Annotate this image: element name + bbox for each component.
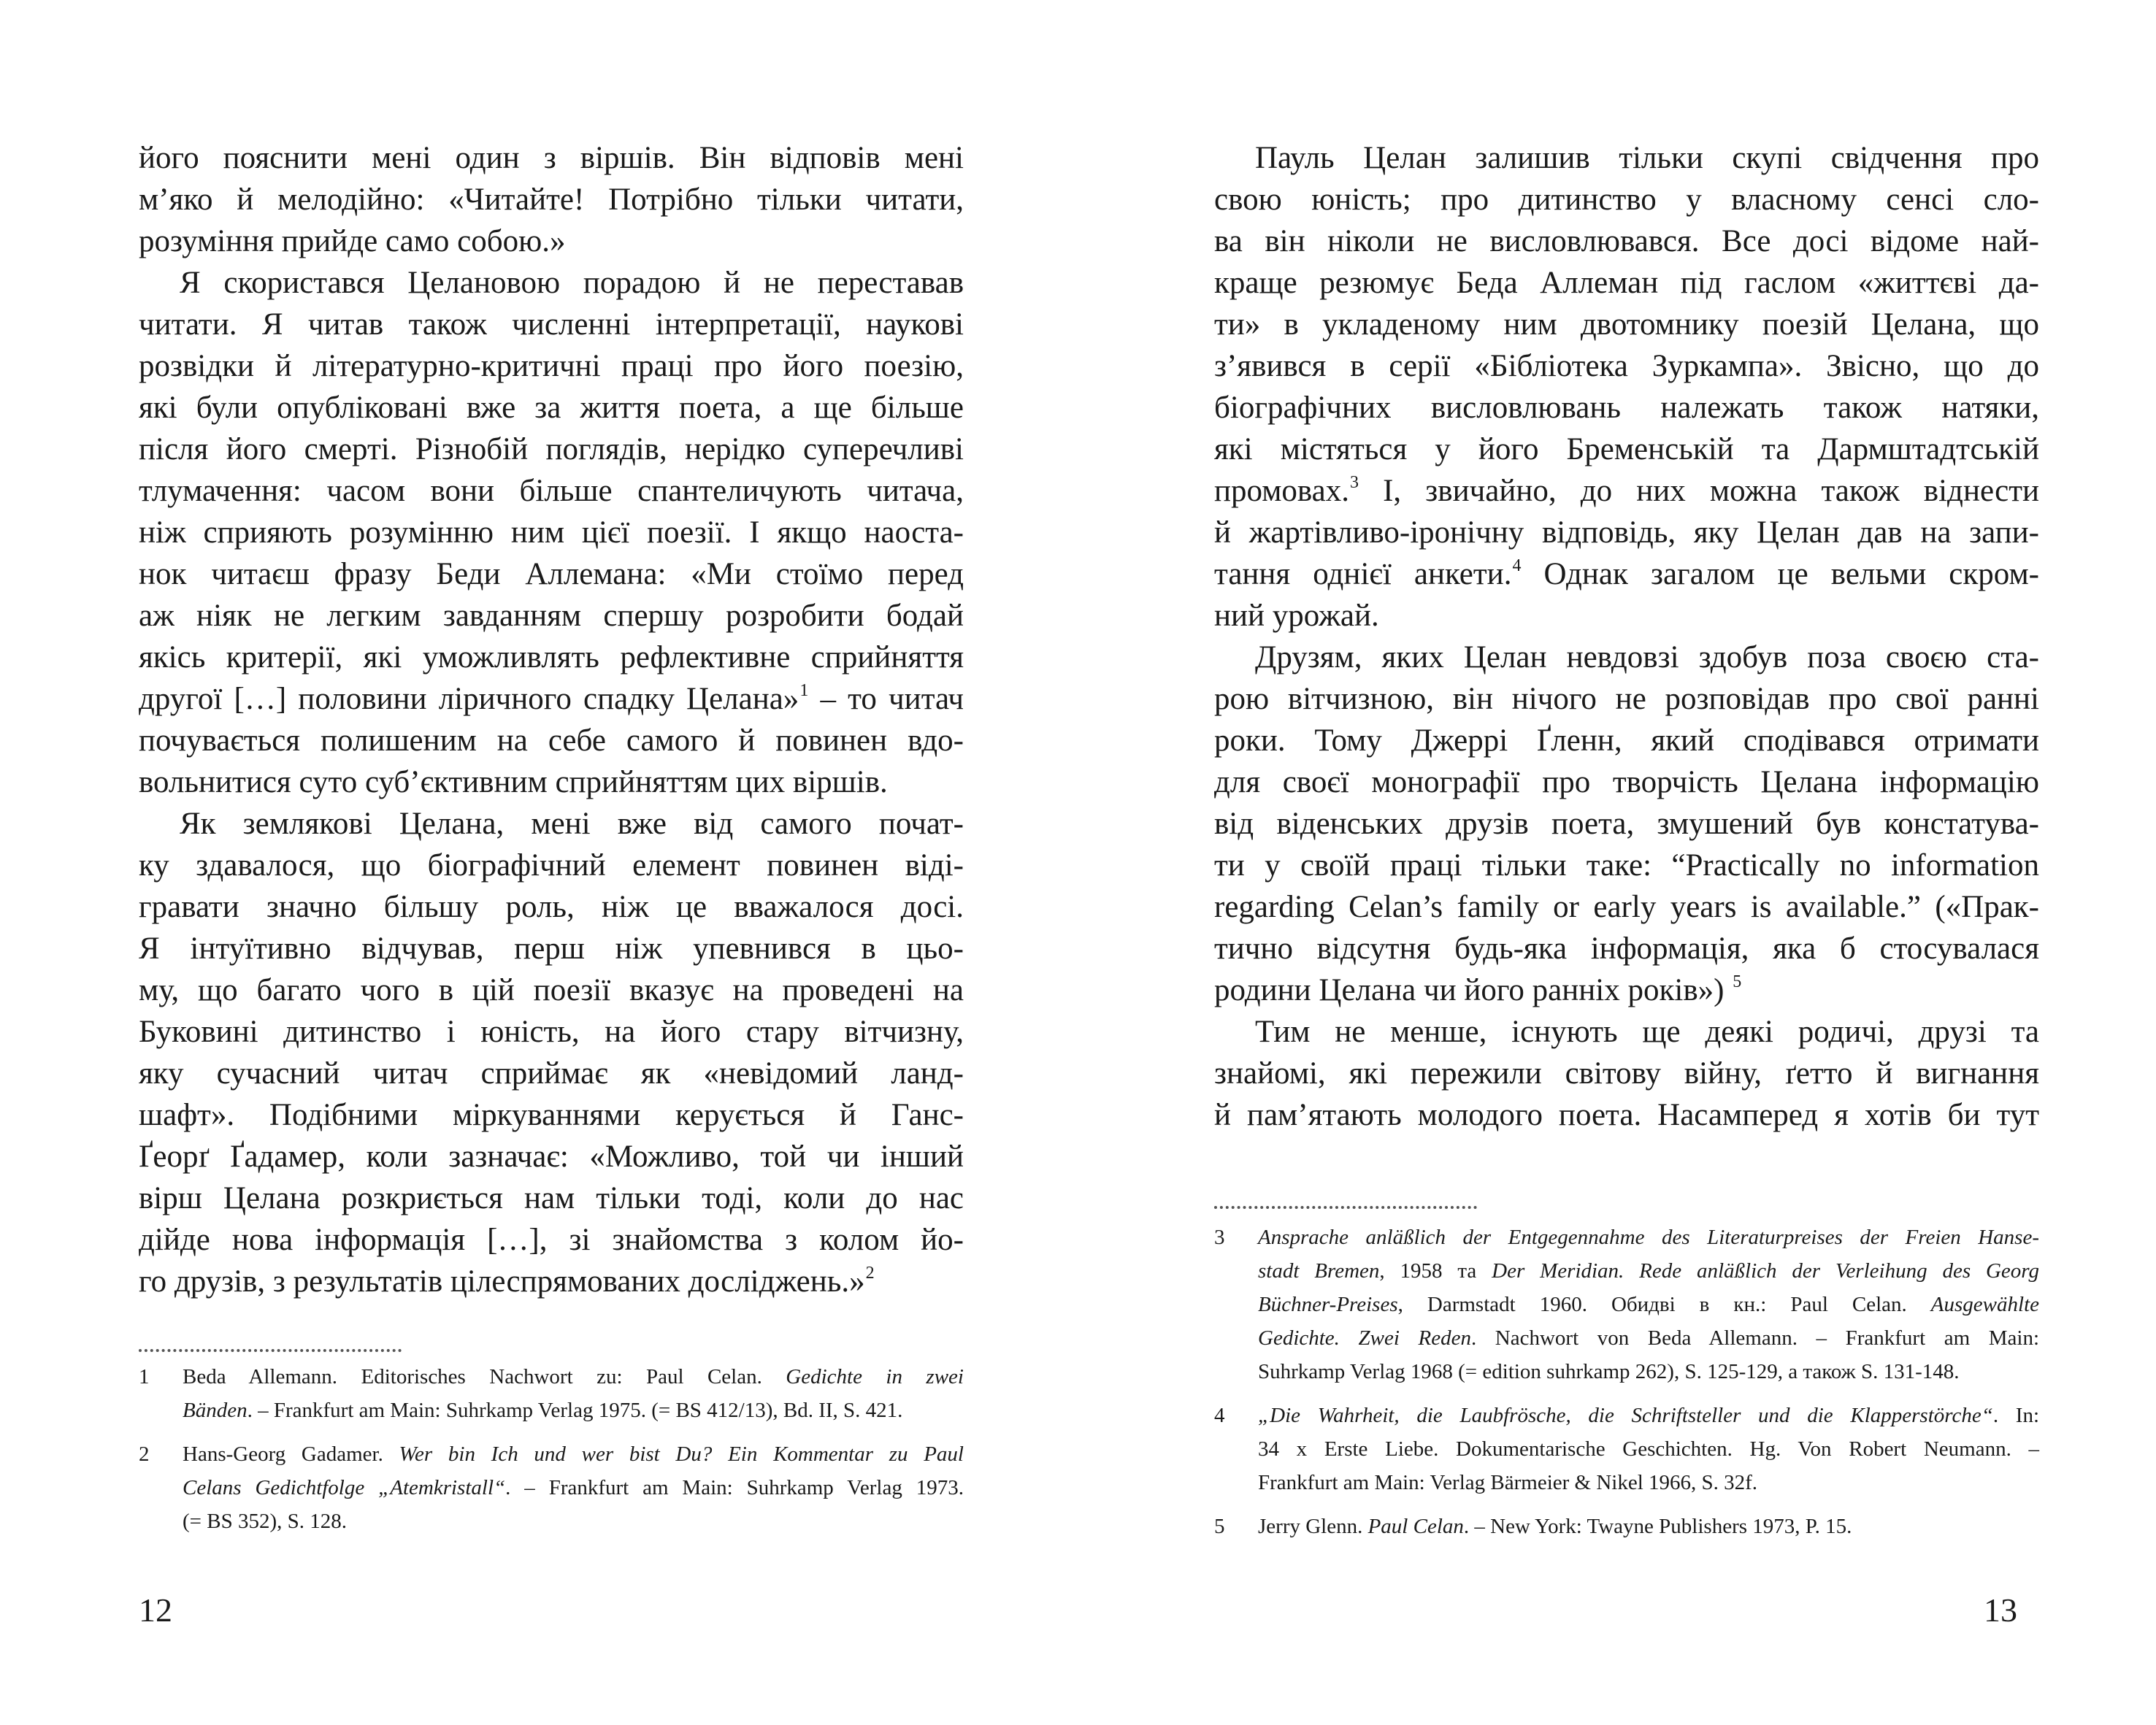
text-line: Я скористався Целановою порадою й не переставав <box>180 266 964 300</box>
footnote-ref: 1 <box>799 681 809 700</box>
text-line: нок читаєш фразу Беди Аллемана: «Ми стоїмо перед <box>139 557 964 591</box>
footnote <box>139 1437 964 1538</box>
footnote-line <box>1258 1288 2039 1321</box>
footnote-text: . – New York: Twayne Publishers 1973, P. 15. <box>1463 1515 1852 1538</box>
footnote-text: Jerry Glenn. <box>1258 1515 1368 1538</box>
text-line: розуміння прийде само собою.» <box>139 224 566 258</box>
footnote-line: (= BS 352), S. 128. <box>183 1510 348 1533</box>
footnotes <box>139 1360 964 1548</box>
text-line: Друзям, яких Целан невдовзі здобув поза своєю ста- <box>1255 640 2039 675</box>
footnote-title: „Die Wahrheit, die Laubfrösche, die Schriftsteller und die Klapperstörche“ <box>1258 1404 1993 1427</box>
footnote-line <box>1258 1510 2039 1543</box>
footnote-text: . – Frankfurt am Main: Suhrkamp Verlag 1975. (= BS 412/13), Bd. II, S. 421. <box>247 1399 903 1422</box>
text-line: ніж сприяють розумінню ним цієї поезії. І якщо наоста- <box>139 515 964 550</box>
text-line: біографічних висловлювань належать також натяки, <box>1214 391 2039 425</box>
text-line <box>139 1261 964 1302</box>
footnote-line: 34 x Erste Liebe. Dokumentarische Geschichten. Hg. Von Robert Neumann. – <box>1258 1437 2039 1461</box>
text-segment: другої […] половини ліричного спадку Целана» <box>139 682 799 716</box>
footnote-line <box>183 1394 964 1427</box>
text-segment: – то читач <box>808 682 964 716</box>
footnote-title: Ausgewählte <box>1930 1293 2039 1316</box>
text-line: від віденських друзів поета, змушений був констатува- <box>1214 807 2039 841</box>
text-segment: родини Целана чи його ранніх років») <box>1214 973 1725 1007</box>
text-segment: Однак загалом це вельми скром- <box>1521 557 2039 591</box>
text-line: рою вітчизною, він нічого не розповідав про свої ранні <box>1214 682 2039 716</box>
text-line: читати. Я читав також численні інтерпретації, наукові <box>139 307 964 342</box>
text-segment: І, звичайно, до них можна також віднести <box>1358 474 2039 508</box>
footnote-text: Hans-Georg Gadamer. <box>183 1442 399 1466</box>
footnote-title: Wer bin Ich und wer bist Du? Ein Kommentar zu Paul <box>399 1442 964 1466</box>
footnote-text: , 1958 та <box>1379 1259 1492 1283</box>
text-line: Буковині дитинство і юність, на його стару вітчизну, <box>139 1015 964 1049</box>
footnote-number: 1 <box>139 1365 150 1388</box>
text-line: ти» в укладеному ним двотомнику поезій Целана, що <box>1214 307 2039 342</box>
text-line: ва він ніколи не висловлювався. Все досі відоме най- <box>1214 224 2039 258</box>
text-line: вольнитися суто суб’єктивним сприйняттям цих віршів. <box>139 765 888 799</box>
footnote <box>1214 1510 2039 1543</box>
footnote-title: Gedichte in zwei <box>786 1365 964 1388</box>
footnote-title: stadt Bremen <box>1258 1259 1380 1283</box>
text-line: тично відсутня будь-яка інформація, яка б стосувалася <box>1214 931 2039 966</box>
text-line: ний урожай. <box>1214 599 1379 633</box>
text-line: вірш Целана розкриється нам тільки тоді, коли до нас <box>139 1181 964 1215</box>
text-segment: тання однієї анкети. <box>1214 557 1512 591</box>
text-segment: промовах. <box>1214 474 1349 508</box>
footnote-ref: 2 <box>865 1264 875 1283</box>
text-line <box>1214 553 2039 595</box>
text-line: Я інтуїтивно відчував, перш ніж упевнився в цьо- <box>139 931 964 966</box>
right-page <box>1078 0 2156 1725</box>
footnote-title: Bänden <box>183 1399 248 1422</box>
text-line: з’явився в серії «Бібліотека Зуркампа». Звісно, що до <box>1214 349 2039 383</box>
footnote-line <box>1258 1399 2039 1432</box>
text-line: почувається полишеним на себе самого й повинен вдо- <box>139 723 964 758</box>
footnote <box>1214 1399 2039 1499</box>
footnote-line <box>1258 1254 2039 1288</box>
text-line: аж ніяк не легким завданням спершу розробити бодай <box>139 599 964 633</box>
text-line: му, що багато чого в цій поезії вказує на проведені на <box>139 973 964 1007</box>
text-line: ку здавалося, що біографічний елемент повинен віді- <box>139 848 964 883</box>
text-line: розвідки й літературно-критичні праці про його поезію, <box>139 349 964 383</box>
footnote-separator <box>1214 1206 1477 1209</box>
footnote-title: Büchner-Preises <box>1258 1293 1398 1316</box>
text-line: після його смерті. Різнобій поглядів, нерідко суперечливі <box>139 432 964 466</box>
text-line: які були опубліковані вже за життя поета, а ще більше <box>139 391 964 425</box>
footnote-text: . Nachwort von Beda Allemann. – Frankfurt am Main: <box>1470 1326 2040 1350</box>
text-line: його пояснити мені один з віршів. Він відповів мені <box>139 141 964 175</box>
text-line: краще резюмує Беда Аллеман під гаслом «життєві да- <box>1214 266 2039 300</box>
footnote <box>1214 1221 2039 1388</box>
text-line: якісь критерії, які уможливлять рефлективне сприйняття <box>139 640 964 675</box>
text-line: яку сучасний читач сприймає як «невідомий ланд- <box>139 1056 964 1091</box>
text-line: які містяться у його Бременській та Дармштадтській <box>1214 432 2039 466</box>
footnote-title: Der Meridian. Rede anläßlich der Verleihung des Georg <box>1492 1259 2040 1283</box>
footnote-line <box>183 1437 964 1471</box>
footnote-line: Frankfurt am Main: Verlag Bärmeier & Nikel 1966, S. 32f. <box>1258 1471 1758 1494</box>
footnote-line <box>183 1471 964 1505</box>
footnote-line <box>1258 1221 2039 1254</box>
text-line: Ґеорґ Ґадамер, коли зазначає: «Можливо, той чи інший <box>139 1140 964 1174</box>
footnote-title: Gedichte. Zwei Reden <box>1258 1326 1471 1350</box>
text-line: роки. Тому Джеррі Ґленн, який сподівався отримати <box>1214 723 2039 758</box>
text-line: Як землякові Целана, мені вже від самого почат- <box>180 807 964 841</box>
text-line: Тим не менше, існують ще деякі родичі, друзі та <box>1255 1015 2039 1049</box>
footnote-text: , Darmstadt 1960. Обидві в кн.: Paul Celan. <box>1397 1293 1931 1316</box>
text-line: шафт». Подібними міркуваннями керується й Ганс- <box>139 1098 964 1132</box>
footnote-number: 5 <box>1214 1515 1225 1538</box>
footnote-ref: 5 <box>1733 972 1742 991</box>
footnotes <box>1214 1221 2039 1553</box>
footnote-text: . In: <box>1992 1404 2039 1427</box>
text-line: знайомі, які пережили світову війну, ґетто й вигнання <box>1214 1056 2039 1091</box>
right-body-text <box>1214 137 2039 1136</box>
left-body-text <box>139 137 964 1302</box>
text-line: для своєї монографії про творчість Целана інформацію <box>1214 765 2039 799</box>
text-line: тлумачення: часом вони більше спантеличують читача, <box>139 474 964 508</box>
text-line: Пауль Целан залишив тільки скупі свідчення про <box>1255 141 2039 175</box>
footnote-number: 2 <box>139 1442 150 1466</box>
footnote-line <box>183 1360 964 1394</box>
footnote-line <box>1258 1321 2039 1355</box>
footnote-title: Paul Celan <box>1367 1515 1464 1538</box>
footnote-text: Beda Allemann. Editorisches Nachwort zu: Paul Celan. <box>183 1365 786 1388</box>
footnote-number: 3 <box>1214 1226 1225 1249</box>
footnote-text: . – Frankfurt am Main: Suhrkamp Verlag 1973. <box>505 1476 964 1499</box>
footnote-ref: 4 <box>1512 556 1522 575</box>
text-line: regarding Celan’s family or early years is available.” («Прак- <box>1214 890 2039 924</box>
footnote-separator <box>139 1349 402 1352</box>
page-number: 12 <box>139 1591 172 1629</box>
text-line: ти у своїй праці тільки таке: “Practically no information <box>1214 848 2039 883</box>
footnote-title: Celans Gedichtfolge „Atemkristall“ <box>183 1476 506 1499</box>
text-line <box>1214 470 2039 512</box>
footnote-title: Ansprache anläßlich der Entgegennahme des Literaturpreises der Freien Hanse- <box>1258 1226 2039 1249</box>
footnote-line: Suhrkamp Verlag 1968 (= edition suhrkamp 262), S. 125-129, а також S. 131-148. <box>1258 1360 1960 1383</box>
text-line: дійде нова інформація […], зі знайомства з колом йо- <box>139 1223 964 1257</box>
text-line: гравати значно більшу роль, ніж це вважалося досі. <box>139 890 964 924</box>
text-line <box>1214 969 2039 1011</box>
text-line: свою юність; про дитинство у власному сенсі сло- <box>1214 183 2039 217</box>
footnote <box>139 1360 964 1427</box>
text-line: м’яко й мелодійно: «Читайте! Потрібно тільки читати, <box>139 183 964 217</box>
text-line: й жартівливо-іронічну відповідь, яку Целан дав на запи- <box>1214 515 2039 550</box>
text-line <box>139 678 964 720</box>
text-segment: го друзів, з результатів цілеспрямованих досліджень.» <box>139 1264 865 1299</box>
footnote-number: 4 <box>1214 1404 1225 1427</box>
footnote-ref: 3 <box>1349 473 1359 492</box>
text-line: й пам’ятають молодого поета. Насамперед я хотів би тут <box>1214 1098 2039 1132</box>
page-number: 13 <box>1984 1591 2017 1629</box>
